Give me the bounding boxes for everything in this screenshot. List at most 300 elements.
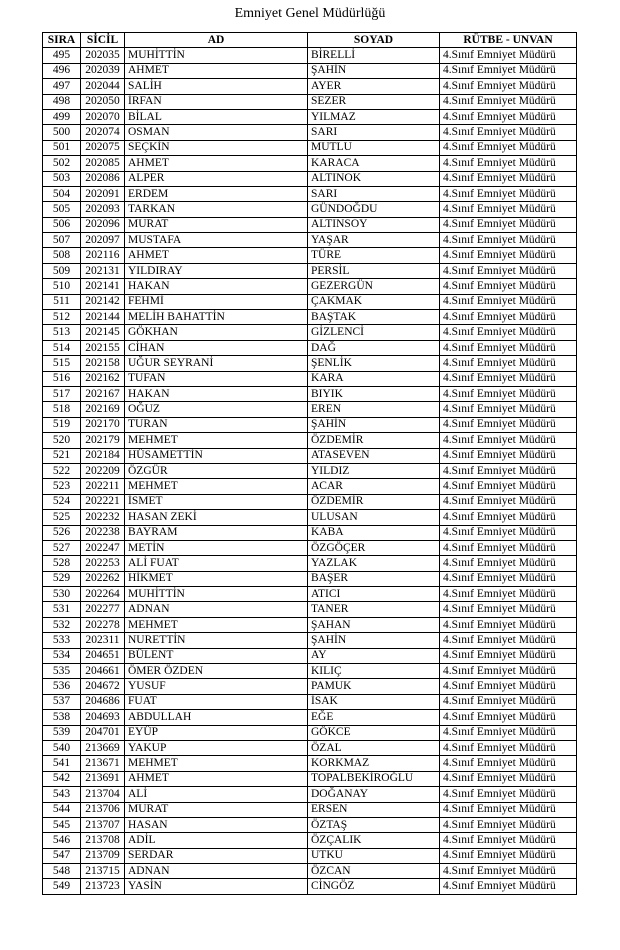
cell-soyad: GİZLENCİ — [308, 325, 440, 340]
cell-sira: 546 — [43, 833, 81, 848]
cell-soyad: İSAK — [308, 694, 440, 709]
cell-ad: ALPER — [125, 171, 308, 186]
cell-ad: BAYRAM — [125, 525, 308, 540]
table-row — [43, 740, 577, 755]
cell-sira: 531 — [43, 602, 81, 617]
cell-sicil: 213704 — [81, 787, 125, 802]
cell-sira: 529 — [43, 571, 81, 586]
cell-rutbe: 4.Sınıf Emniyet Müdürü — [440, 617, 577, 632]
cell-sira: 528 — [43, 556, 81, 571]
table-row — [43, 94, 577, 109]
cell-ad: ERDEM — [125, 186, 308, 201]
cell-sicil: 202167 — [81, 386, 125, 401]
cell-sira: 509 — [43, 263, 81, 278]
header-rutbe: RÜTBE - UNVAN — [440, 33, 577, 48]
table-row — [43, 848, 577, 863]
cell-rutbe: 4.Sınıf Emniyet Müdürü — [440, 740, 577, 755]
cell-rutbe: 4.Sınıf Emniyet Müdürü — [440, 510, 577, 525]
cell-sicil: 202144 — [81, 310, 125, 325]
cell-sicil: 202211 — [81, 479, 125, 494]
cell-ad: TARKAN — [125, 202, 308, 217]
cell-sira: 501 — [43, 140, 81, 155]
cell-sira: 526 — [43, 525, 81, 540]
cell-sicil: 204672 — [81, 679, 125, 694]
cell-ad: METİN — [125, 540, 308, 555]
cell-rutbe: 4.Sınıf Emniyet Müdürü — [440, 325, 577, 340]
cell-sicil: 202209 — [81, 463, 125, 478]
cell-soyad: YILMAZ — [308, 109, 440, 124]
cell-sicil: 202262 — [81, 571, 125, 586]
cell-sicil: 204701 — [81, 725, 125, 740]
cell-sira: 525 — [43, 510, 81, 525]
cell-ad: ADNAN — [125, 602, 308, 617]
table-row — [43, 371, 577, 386]
cell-rutbe: 4.Sınıf Emniyet Müdürü — [440, 848, 577, 863]
header-soyad: SOYAD — [308, 33, 440, 48]
cell-sira: 539 — [43, 725, 81, 740]
cell-ad: UĞUR SEYRANİ — [125, 356, 308, 371]
cell-ad: ALİ — [125, 787, 308, 802]
cell-ad: AHMET — [125, 771, 308, 786]
table-row — [43, 556, 577, 571]
cell-soyad: ŞENLİK — [308, 356, 440, 371]
cell-ad: YILDIRAY — [125, 263, 308, 278]
cell-ad: SALİH — [125, 79, 308, 94]
cell-rutbe: 4.Sınıf Emniyet Müdürü — [440, 217, 577, 232]
cell-rutbe: 4.Sınıf Emniyet Müdürü — [440, 171, 577, 186]
cell-sira: 516 — [43, 371, 81, 386]
table-row — [43, 202, 577, 217]
cell-rutbe: 4.Sınıf Emniyet Müdürü — [440, 448, 577, 463]
header-row — [43, 33, 577, 48]
table-row — [43, 310, 577, 325]
cell-soyad: KARA — [308, 371, 440, 386]
table-row — [43, 879, 577, 894]
cell-rutbe: 4.Sınıf Emniyet Müdürü — [440, 571, 577, 586]
cell-sicil: 202085 — [81, 156, 125, 171]
cell-sicil: 202141 — [81, 279, 125, 294]
cell-sicil: 202074 — [81, 125, 125, 140]
cell-rutbe: 4.Sınıf Emniyet Müdürü — [440, 94, 577, 109]
cell-rutbe: 4.Sınıf Emniyet Müdürü — [440, 756, 577, 771]
header-sira: SIRA — [43, 33, 81, 48]
cell-sira: 504 — [43, 186, 81, 201]
cell-sicil: 204661 — [81, 664, 125, 679]
cell-ad: MEHMET — [125, 433, 308, 448]
cell-sicil: 213707 — [81, 817, 125, 832]
cell-ad: HÜSAMETTİN — [125, 448, 308, 463]
cell-rutbe: 4.Sınıf Emniyet Müdürü — [440, 371, 577, 386]
cell-soyad: EREN — [308, 402, 440, 417]
cell-ad: MURAT — [125, 217, 308, 232]
cell-sira: 515 — [43, 356, 81, 371]
table-row — [43, 279, 577, 294]
cell-ad: YUSUF — [125, 679, 308, 694]
table-row — [43, 171, 577, 186]
cell-soyad: PAMUK — [308, 679, 440, 694]
table-row — [43, 587, 577, 602]
cell-ad: ADİL — [125, 833, 308, 848]
cell-rutbe: 4.Sınıf Emniyet Müdürü — [440, 140, 577, 155]
cell-soyad: YAZLAK — [308, 556, 440, 571]
cell-ad: TURAN — [125, 417, 308, 432]
cell-soyad: ŞAHAN — [308, 617, 440, 632]
cell-rutbe: 4.Sınıf Emniyet Müdürü — [440, 79, 577, 94]
cell-soyad: KILIÇ — [308, 664, 440, 679]
cell-rutbe: 4.Sınıf Emniyet Müdürü — [440, 494, 577, 509]
table-row — [43, 571, 577, 586]
cell-rutbe: 4.Sınıf Emniyet Müdürü — [440, 602, 577, 617]
cell-soyad: SARI — [308, 186, 440, 201]
cell-sicil: 213691 — [81, 771, 125, 786]
cell-ad: AHMET — [125, 248, 308, 263]
cell-rutbe: 4.Sınıf Emniyet Müdürü — [440, 771, 577, 786]
table-row — [43, 248, 577, 263]
table-body — [43, 48, 577, 894]
cell-ad: CİHAN — [125, 340, 308, 355]
cell-ad: ADNAN — [125, 864, 308, 879]
cell-ad: MUHİTTİN — [125, 48, 308, 63]
table-row — [43, 540, 577, 555]
table-row — [43, 510, 577, 525]
cell-sira: 537 — [43, 694, 81, 709]
table-row — [43, 648, 577, 663]
cell-rutbe: 4.Sınıf Emniyet Müdürü — [440, 356, 577, 371]
cell-ad: BİLAL — [125, 109, 308, 124]
cell-sicil: 202039 — [81, 63, 125, 78]
cell-sira: 512 — [43, 310, 81, 325]
cell-sira: 499 — [43, 109, 81, 124]
cell-soyad: MUTLU — [308, 140, 440, 155]
cell-sira: 543 — [43, 787, 81, 802]
cell-soyad: DOĞANAY — [308, 787, 440, 802]
cell-sira: 524 — [43, 494, 81, 509]
table-row — [43, 479, 577, 494]
cell-ad: TUFAN — [125, 371, 308, 386]
cell-sicil: 202184 — [81, 448, 125, 463]
table-row — [43, 402, 577, 417]
table-row — [43, 294, 577, 309]
cell-soyad: TOPALBEKİROĞLU — [308, 771, 440, 786]
cell-rutbe: 4.Sınıf Emniyet Müdürü — [440, 802, 577, 817]
cell-rutbe: 4.Sınıf Emniyet Müdürü — [440, 340, 577, 355]
cell-sicil: 202075 — [81, 140, 125, 155]
cell-sira: 495 — [43, 48, 81, 63]
cell-sicil: 202169 — [81, 402, 125, 417]
cell-sicil: 202247 — [81, 540, 125, 555]
cell-ad: MUHİTTİN — [125, 587, 308, 602]
cell-rutbe: 4.Sınıf Emniyet Müdürü — [440, 186, 577, 201]
cell-soyad: TANER — [308, 602, 440, 617]
cell-rutbe: 4.Sınıf Emniyet Müdürü — [440, 402, 577, 417]
cell-ad: HAKAN — [125, 279, 308, 294]
cell-ad: ÖZGÜR — [125, 463, 308, 478]
cell-sicil: 202277 — [81, 602, 125, 617]
cell-sicil: 202155 — [81, 340, 125, 355]
cell-sira: 500 — [43, 125, 81, 140]
cell-sicil: 202116 — [81, 248, 125, 263]
cell-rutbe: 4.Sınıf Emniyet Müdürü — [440, 833, 577, 848]
cell-sira: 517 — [43, 386, 81, 401]
table-row — [43, 633, 577, 648]
cell-soyad: GÜNDOĞDU — [308, 202, 440, 217]
cell-sira: 521 — [43, 448, 81, 463]
cell-sira: 542 — [43, 771, 81, 786]
cell-rutbe: 4.Sınıf Emniyet Müdürü — [440, 48, 577, 63]
table-row — [43, 833, 577, 848]
cell-sira: 505 — [43, 202, 81, 217]
table-row — [43, 386, 577, 401]
cell-soyad: ŞAHİN — [308, 63, 440, 78]
cell-sira: 506 — [43, 217, 81, 232]
table-row — [43, 417, 577, 432]
cell-sicil: 202050 — [81, 94, 125, 109]
table-row — [43, 340, 577, 355]
cell-rutbe: 4.Sınıf Emniyet Müdürü — [440, 279, 577, 294]
cell-sira: 541 — [43, 756, 81, 771]
cell-rutbe: 4.Sınıf Emniyet Müdürü — [440, 479, 577, 494]
table-row — [43, 817, 577, 832]
cell-sira: 508 — [43, 248, 81, 263]
table-row — [43, 48, 577, 63]
cell-sicil: 204693 — [81, 710, 125, 725]
cell-sira: 548 — [43, 864, 81, 879]
table-row — [43, 79, 577, 94]
cell-sicil: 202179 — [81, 433, 125, 448]
header-ad: AD — [125, 33, 308, 48]
cell-sira: 535 — [43, 664, 81, 679]
cell-rutbe: 4.Sınıf Emniyet Müdürü — [440, 233, 577, 248]
cell-soyad: ULUSAN — [308, 510, 440, 525]
cell-sicil: 202238 — [81, 525, 125, 540]
cell-sira: 536 — [43, 679, 81, 694]
cell-ad: MUSTAFA — [125, 233, 308, 248]
cell-soyad: AY — [308, 648, 440, 663]
cell-sicil: 202232 — [81, 510, 125, 525]
table-row — [43, 664, 577, 679]
cell-sicil: 202093 — [81, 202, 125, 217]
cell-sicil: 202221 — [81, 494, 125, 509]
cell-sicil: 204686 — [81, 694, 125, 709]
cell-ad: ÖMER ÖZDEN — [125, 664, 308, 679]
cell-sicil: 202158 — [81, 356, 125, 371]
cell-ad: İSMET — [125, 494, 308, 509]
cell-sicil: 202091 — [81, 186, 125, 201]
cell-sicil: 213708 — [81, 833, 125, 848]
cell-sira: 523 — [43, 479, 81, 494]
cell-sicil: 213671 — [81, 756, 125, 771]
cell-sira: 520 — [43, 433, 81, 448]
cell-rutbe: 4.Sınıf Emniyet Müdürü — [440, 310, 577, 325]
cell-soyad: BİRELLİ — [308, 48, 440, 63]
page-title: Emniyet Genel Müdürlüğü — [234, 6, 386, 21]
cell-soyad: ŞAHİN — [308, 633, 440, 648]
cell-ad: HİKMET — [125, 571, 308, 586]
cell-soyad: KABA — [308, 525, 440, 540]
cell-sira: 532 — [43, 617, 81, 632]
cell-soyad: BAŞER — [308, 571, 440, 586]
cell-soyad: ACAR — [308, 479, 440, 494]
header-sicil: SİCİL — [81, 33, 125, 48]
cell-rutbe: 4.Sınıf Emniyet Müdürü — [440, 109, 577, 124]
cell-sicil: 213706 — [81, 802, 125, 817]
cell-soyad: BAŞTAK — [308, 310, 440, 325]
cell-ad: İRFAN — [125, 94, 308, 109]
table-row — [43, 525, 577, 540]
cell-soyad: ÖZTAŞ — [308, 817, 440, 832]
personnel-table — [42, 32, 577, 895]
cell-sira: 549 — [43, 879, 81, 894]
cell-sicil: 204651 — [81, 648, 125, 663]
cell-ad: AHMET — [125, 156, 308, 171]
cell-rutbe: 4.Sınıf Emniyet Müdürü — [440, 864, 577, 879]
cell-soyad: YAŞAR — [308, 233, 440, 248]
cell-ad: EYÜP — [125, 725, 308, 740]
table-row — [43, 679, 577, 694]
cell-sira: 496 — [43, 63, 81, 78]
cell-ad: SEÇKİN — [125, 140, 308, 155]
table-row — [43, 494, 577, 509]
cell-ad: YAKUP — [125, 740, 308, 755]
cell-soyad: ÖZÇALIK — [308, 833, 440, 848]
cell-ad: AHMET — [125, 63, 308, 78]
table-row — [43, 109, 577, 124]
cell-ad: NURETTİN — [125, 633, 308, 648]
cell-soyad: BIYIK — [308, 386, 440, 401]
cell-soyad: ALTINOK — [308, 171, 440, 186]
cell-sicil: 202142 — [81, 294, 125, 309]
table-row — [43, 125, 577, 140]
cell-rutbe: 4.Sınıf Emniyet Müdürü — [440, 248, 577, 263]
cell-ad: ALİ FUAT — [125, 556, 308, 571]
cell-sira: 510 — [43, 279, 81, 294]
cell-sira: 498 — [43, 94, 81, 109]
table-row — [43, 325, 577, 340]
cell-soyad: TÜRE — [308, 248, 440, 263]
cell-ad: HASAN ZEKİ — [125, 510, 308, 525]
cell-soyad: ERSEN — [308, 802, 440, 817]
cell-sira: 513 — [43, 325, 81, 340]
cell-soyad: ATICI — [308, 587, 440, 602]
cell-rutbe: 4.Sınıf Emniyet Müdürü — [440, 725, 577, 740]
cell-sira: 534 — [43, 648, 81, 663]
cell-rutbe: 4.Sınıf Emniyet Müdürü — [440, 125, 577, 140]
table-header — [43, 33, 577, 48]
cell-ad: BÜLENT — [125, 648, 308, 663]
cell-soyad: ÖZDEMİR — [308, 494, 440, 509]
cell-rutbe: 4.Sınıf Emniyet Müdürü — [440, 525, 577, 540]
cell-sira: 518 — [43, 402, 81, 417]
cell-soyad: SARI — [308, 125, 440, 140]
cell-sicil: 213669 — [81, 740, 125, 755]
cell-sira: 545 — [43, 817, 81, 832]
cell-sira: 522 — [43, 463, 81, 478]
cell-rutbe: 4.Sınıf Emniyet Müdürü — [440, 63, 577, 78]
cell-sira: 511 — [43, 294, 81, 309]
cell-sicil: 202278 — [81, 617, 125, 632]
cell-soyad: SEZER — [308, 94, 440, 109]
cell-rutbe: 4.Sınıf Emniyet Müdürü — [440, 664, 577, 679]
cell-sira: 527 — [43, 540, 81, 555]
cell-ad: OĞUZ — [125, 402, 308, 417]
cell-soyad: DAĞ — [308, 340, 440, 355]
cell-soyad: AYER — [308, 79, 440, 94]
table-row — [43, 771, 577, 786]
cell-sira: 519 — [43, 417, 81, 432]
table-row — [43, 263, 577, 278]
table-row — [43, 448, 577, 463]
cell-sicil: 202096 — [81, 217, 125, 232]
cell-sicil: 202253 — [81, 556, 125, 571]
table-row — [43, 694, 577, 709]
cell-rutbe: 4.Sınıf Emniyet Müdürü — [440, 694, 577, 709]
cell-soyad: ÖZGÖÇER — [308, 540, 440, 555]
table-row — [43, 217, 577, 232]
cell-ad: HAKAN — [125, 386, 308, 401]
cell-sira: 533 — [43, 633, 81, 648]
cell-rutbe: 4.Sınıf Emniyet Müdürü — [440, 879, 577, 894]
cell-soyad: ALTINSOY — [308, 217, 440, 232]
table-row — [43, 433, 577, 448]
cell-soyad: PERSİL — [308, 263, 440, 278]
table-row — [43, 602, 577, 617]
cell-soyad: ÖZAL — [308, 740, 440, 755]
cell-sicil: 202035 — [81, 48, 125, 63]
cell-rutbe: 4.Sınıf Emniyet Müdürü — [440, 787, 577, 802]
table-row — [43, 802, 577, 817]
table-row — [43, 756, 577, 771]
cell-soyad: CİNGÖZ — [308, 879, 440, 894]
table-row — [43, 463, 577, 478]
cell-sicil: 202264 — [81, 587, 125, 602]
cell-soyad: GÖKCE — [308, 725, 440, 740]
cell-sira: 547 — [43, 848, 81, 863]
cell-sicil: 202311 — [81, 633, 125, 648]
cell-rutbe: 4.Sınıf Emniyet Müdürü — [440, 633, 577, 648]
cell-ad: YASİN — [125, 879, 308, 894]
cell-ad: FEHMİ — [125, 294, 308, 309]
table-row — [43, 63, 577, 78]
cell-rutbe: 4.Sınıf Emniyet Müdürü — [440, 679, 577, 694]
table-row — [43, 617, 577, 632]
cell-ad: MEHMET — [125, 617, 308, 632]
cell-sira: 530 — [43, 587, 81, 602]
cell-soyad: GEZERGÜN — [308, 279, 440, 294]
cell-ad: MEHMET — [125, 756, 308, 771]
cell-soyad: EĞE — [308, 710, 440, 725]
cell-soyad: ÖZDEMİR — [308, 433, 440, 448]
cell-sira: 544 — [43, 802, 81, 817]
table-row — [43, 140, 577, 155]
cell-ad: OSMAN — [125, 125, 308, 140]
cell-sicil: 213715 — [81, 864, 125, 879]
cell-sicil: 202044 — [81, 79, 125, 94]
cell-rutbe: 4.Sınıf Emniyet Müdürü — [440, 817, 577, 832]
table-row — [43, 233, 577, 248]
cell-ad: FUAT — [125, 694, 308, 709]
cell-ad: MELİH BAHATTİN — [125, 310, 308, 325]
cell-rutbe: 4.Sınıf Emniyet Müdürü — [440, 202, 577, 217]
cell-soyad: KORKMAZ — [308, 756, 440, 771]
cell-ad: MEHMET — [125, 479, 308, 494]
cell-sira: 503 — [43, 171, 81, 186]
table-row — [43, 156, 577, 171]
cell-soyad: ATASEVEN — [308, 448, 440, 463]
cell-soyad: ŞAHİN — [308, 417, 440, 432]
cell-ad: GÖKHAN — [125, 325, 308, 340]
cell-sira: 507 — [43, 233, 81, 248]
table-row — [43, 356, 577, 371]
